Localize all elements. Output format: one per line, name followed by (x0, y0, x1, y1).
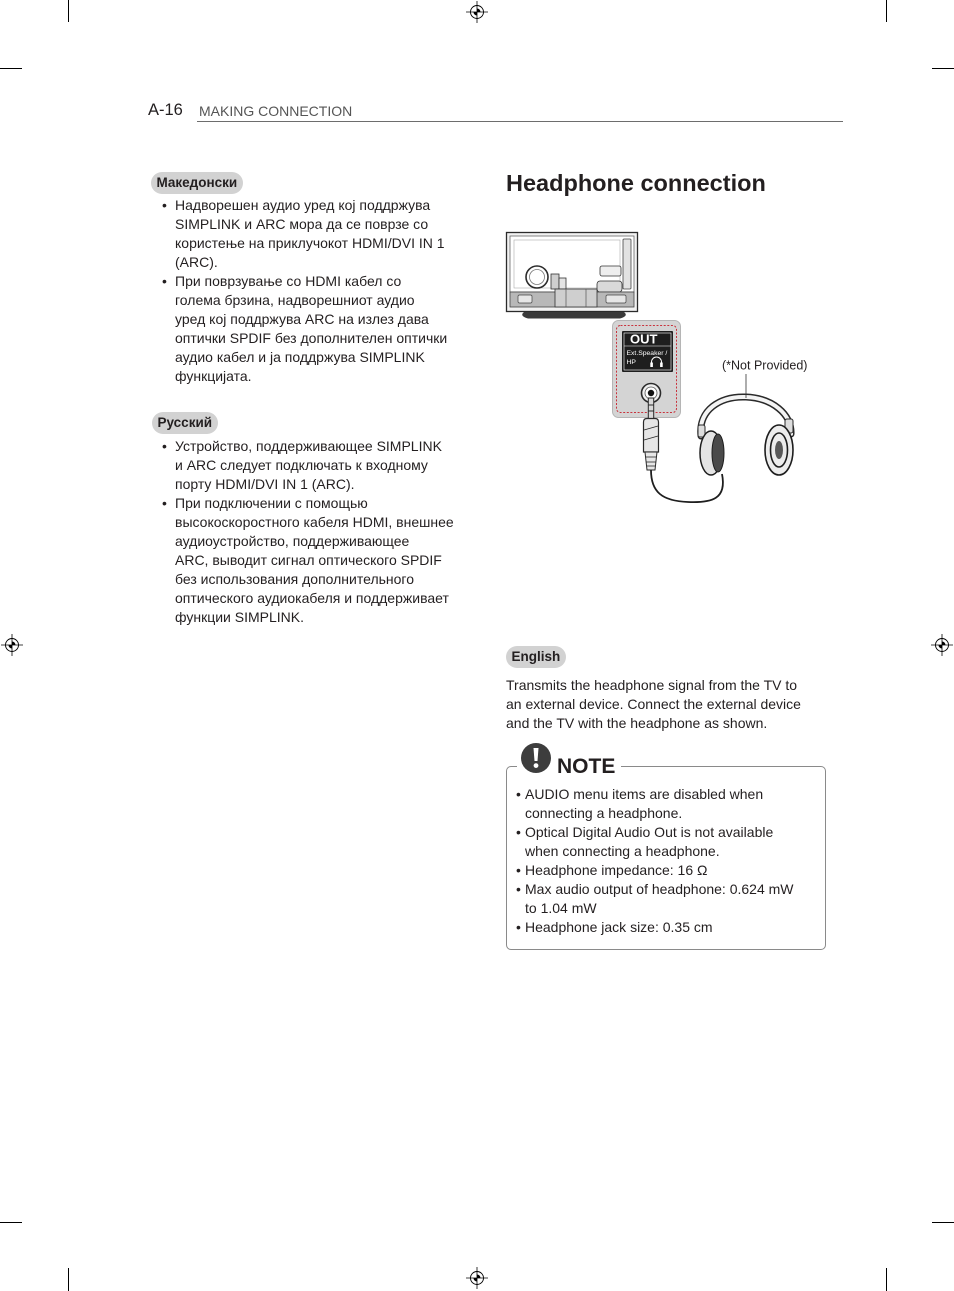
list-item: • Optical Digital Audio Out is not available when connecting a headphone. (515, 823, 794, 861)
tv-stand-base (522, 312, 626, 319)
list-item: • Устройство, поддерживающее SIMPLINK и ARC следует подключать к входному порту HDMI/DVI IN 1 (ARC). (161, 437, 454, 494)
registration-mark-icon (931, 634, 953, 656)
crop-mark-bottom-right-vertical (886, 1268, 887, 1291)
english-description: Transmits the headphone signal from the TV to an external device. Connect the external device and the TV with the headphone as shown. (506, 677, 801, 731)
list-item: • Headphone jack size: 0.35 cm (515, 918, 794, 937)
header-divider (197, 121, 843, 122)
language-badge-english: English (506, 646, 566, 668)
list-item: • Max audio output of headphone: 0.624 mW to 1.04 mW (515, 880, 794, 918)
macedonian-bullet-list (161, 196, 447, 386)
list-item: • Надворешен аудио уред кој поддржува SIMPLINK и ARC мора да се поврзе со користење на приклучокот HDMI/DVI IN 1 (ARC). (161, 196, 447, 272)
registration-mark-icon (1, 634, 23, 656)
exclamation-circle-icon (521, 743, 551, 773)
headphone-connection-diagram (500, 225, 825, 515)
headphones (698, 397, 793, 475)
headphone-icon-left-cup (650, 363, 653, 368)
note-bullet-list (515, 785, 794, 937)
crop-mark-top-left-horizontal (0, 68, 22, 69)
page-number: A-16 (148, 101, 183, 119)
port-caption-line2: HP (626, 359, 636, 366)
tv-back-panel (507, 233, 638, 319)
crop-mark-bottom-left-vertical (68, 1268, 69, 1291)
tv-connector-block (551, 274, 559, 289)
headphone-icon-right-cup (660, 363, 663, 368)
crop-mark-top-right-horizontal (932, 68, 954, 69)
tv-terminal-top (600, 266, 621, 276)
registration-mark-icon (466, 1, 488, 23)
plug-tip (648, 398, 653, 419)
crop-mark-bottom-left-horizontal (0, 1222, 22, 1223)
running-header-section: MAKING CONNECTION (199, 103, 353, 119)
right-earcup-center (775, 441, 783, 459)
tv-bottom-port-left (518, 295, 532, 303)
tv-stand-neck (555, 289, 597, 307)
list-item: • При поврзување со HDMI кабел со голема брзина, надворешниот аудио уред кој поддржува ARC на излез дава оптички SPDIF без дополнителен оптички аудио кабел и ја поддржува SIMPLINK функцијата. (161, 272, 447, 386)
page-title: Headphone connection (506, 170, 766, 196)
crop-mark-bottom-right-horizontal (932, 1222, 954, 1223)
tv-side-terminal (623, 239, 631, 289)
port-caption-line1: Ext.Speaker / (626, 350, 668, 357)
not-provided-callout: (*Not Provided) (722, 358, 808, 373)
headphone-jack-hole (648, 390, 654, 396)
crop-mark-top-left-vertical (68, 0, 69, 22)
tv-bottom-port-right (606, 295, 626, 303)
plug-housing (644, 419, 659, 453)
note-title: NOTE (557, 755, 616, 778)
left-ear-pad (712, 434, 724, 472)
russian-bullet-list (161, 437, 454, 627)
language-badge-macedonian: Македонски (151, 172, 243, 194)
crop-mark-top-right-vertical (886, 0, 887, 22)
tv-terminal-bottom (597, 281, 622, 292)
plug-strain-relief (645, 452, 657, 470)
list-item: • AUDIO menu items are disabled when connecting a headphone. (515, 785, 794, 823)
language-badge-russian: Русский (152, 412, 218, 434)
list-item: • При подключении с помощью высокоскоростного кабеля HDMI, внешнее аудиоустройство, поддерживающее ARC, выводит сигнал оптического SPDIF без использования дополнительного оптического аудиокабеля и поддерживает функции SIMPLINK. (161, 494, 454, 627)
audio-out-port-closeup (613, 321, 681, 418)
list-item: • Headphone impedance: 16 Ω (515, 861, 794, 880)
port-label: OUT (630, 331, 658, 347)
registration-mark-icon (466, 1267, 488, 1289)
exclamation-dot (534, 763, 539, 768)
tv-connector-block-small (559, 278, 566, 289)
